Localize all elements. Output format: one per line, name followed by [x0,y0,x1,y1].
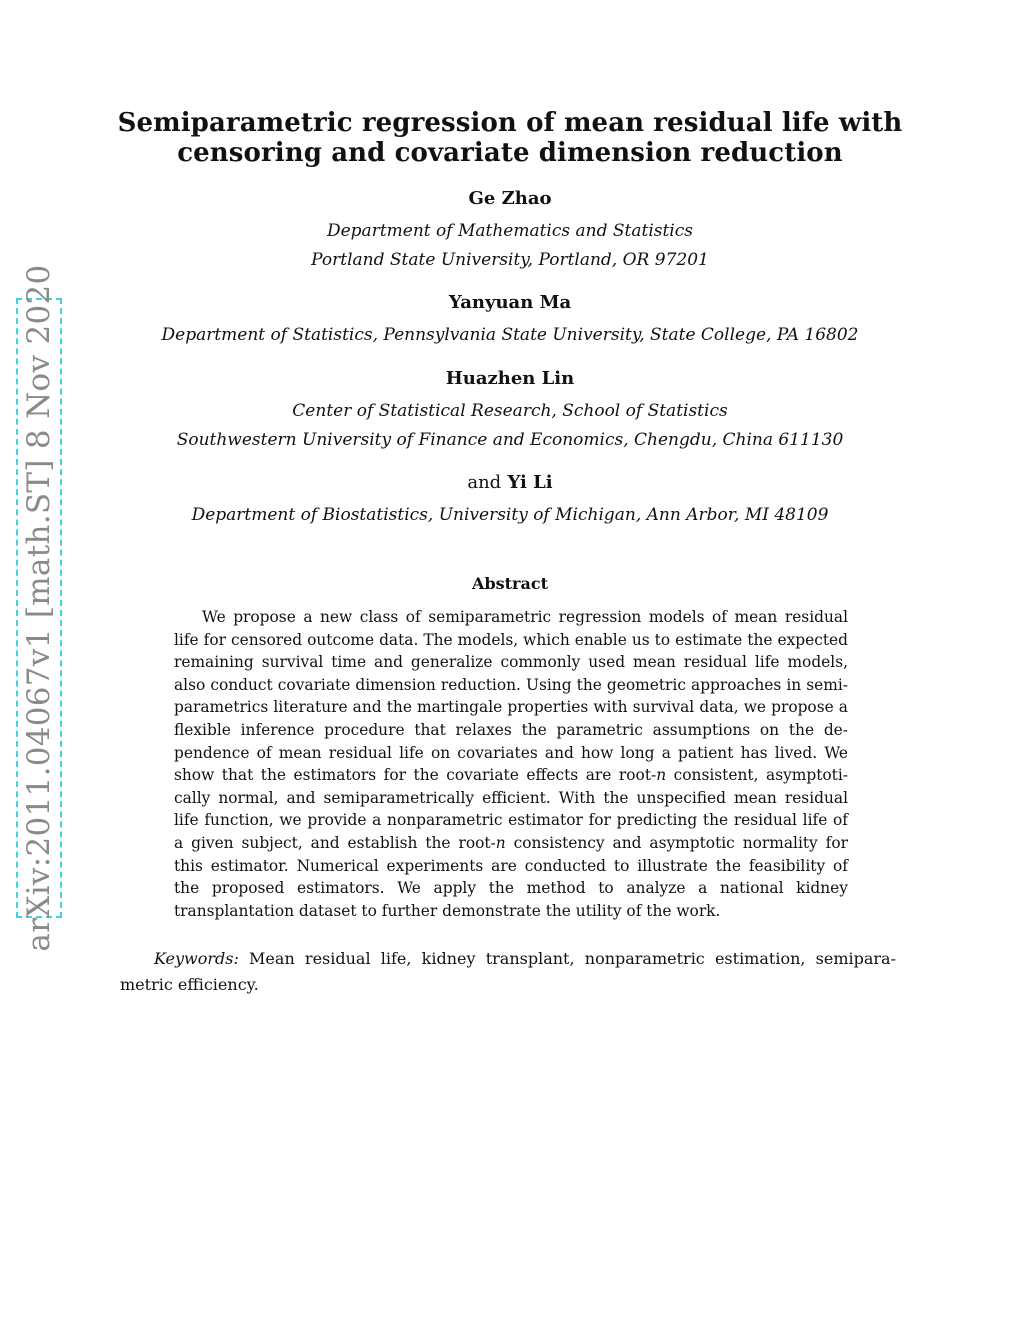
math-n: n [495,833,506,852]
affiliation-line: Department of Biostatistics, University of Michigan, Ann Arbor, MI 48109 [191,505,829,525]
affiliation-line: Southwestern University of Finance and Economics, Chengdu, China 611130 [176,430,844,450]
author-name-3: Huazhen Lin [445,368,575,389]
arxiv-identifier: arXiv:2011.04067v1 [math.ST] 8 Nov 2020 [21,264,57,952]
author-affiliation-1 [100,217,920,275]
abstract-heading: Abstract [472,574,548,593]
arxiv-stamp [16,264,62,952]
author-name-text: Yi Li [507,472,553,493]
author-name-2: Yanyuan Ma [448,292,572,313]
keywords-label: Keywords: [154,949,239,968]
affiliation-line: Center of Statistical Research, School of Statistics [292,401,728,421]
author-name-4 [100,472,920,494]
abstract-text-1: We propose a new class of semiparametric regression models of mean residual life for censored outcome data. The models, which enable us to estimate the expected remaining survival time and generalize commonly used mean residual life models, also conduct covariate dimension reduction. Using the geometric approaches in semiparametrics literature and the martingale properties with survival data, we propose a flexible inference procedure that relaxes the parametric assumptions on the dependence of mean residual life on covariates and how long a patient has lived. We show that the estimators for the covariate effects are root- [174,608,848,785]
math-n: n [656,766,667,785]
abstract-text-3: consistency and asymptotic normality for this estimator. Numerical experiments are conducted to illustrate the feasibility of the proposed estimators. We apply the method to analyze a national kidney transplantation dataset to further demonstrate the utility of the work. [174,833,848,920]
title-line-1: Semiparametric regression of mean residual life with [117,108,903,138]
keywords [120,946,896,998]
author-affiliation-4 [100,501,920,530]
keywords-text: Mean residual life, kidney transplant, nonparametric estimation, semiparametric efficiency. [120,949,896,994]
author-name-1: Ge Zhao [468,188,552,209]
abstract-text-2: consistent, asymptotically normal, and semiparametrically efficient. With the unspecified mean residual life function, we provide a nonparametric estimator for predicting the residual life of a given subject, and establish the root- [174,766,848,852]
author-conjunction: and [467,472,502,493]
affiliation-line: Portland State University, Portland, OR 97201 [311,250,709,270]
affiliation-line: Department of Mathematics and Statistics [326,221,693,241]
affiliation-line: Department of Statistics, Pennsylvania State University, State College, PA 16802 [161,325,859,345]
title-line-2: censoring and covariate dimension reduction [177,138,843,168]
author-affiliation-2 [100,321,920,350]
abstract-body [174,606,848,922]
author-affiliation-3 [100,397,920,455]
paper-title [100,108,920,168]
